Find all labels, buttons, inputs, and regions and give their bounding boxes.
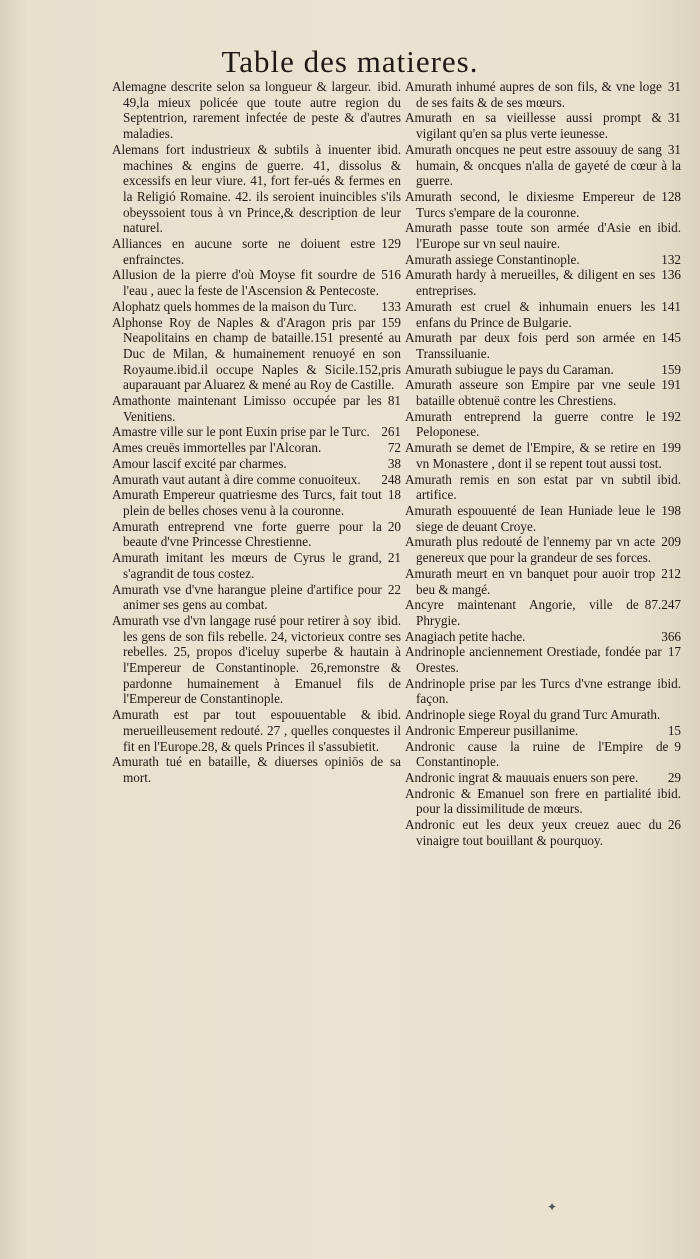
index-entry xyxy=(405,723,681,739)
index-entry xyxy=(405,629,681,645)
page-reference: ibid. xyxy=(657,471,681,487)
index-entry xyxy=(405,299,681,330)
entry-text: Andronic & Emanuel son frere en partialité pour la dissimilitude de mœurs. xyxy=(405,785,652,817)
index-entry xyxy=(112,142,401,236)
index-entry xyxy=(405,409,681,440)
entry-text: Amastre ville sur le pont Euxin prise par le Turc. xyxy=(112,424,370,440)
page-reference: 129 xyxy=(381,236,401,252)
entry-text: Andronic ingrat & mauuais enuers son pere. xyxy=(405,769,639,785)
page-reference: 192 xyxy=(661,408,681,424)
index-entry xyxy=(405,267,681,298)
index-entry xyxy=(405,189,681,220)
page-reference: 136 xyxy=(661,267,681,283)
page-reference: 9 xyxy=(674,738,681,754)
page-reference: 15 xyxy=(667,722,681,738)
entry-text: Amurath plus redouté de l'ennemy par vn acte genereux que pour la grandeur de ses forces. xyxy=(405,534,656,566)
page-reference: 145 xyxy=(661,330,681,346)
index-entry xyxy=(405,503,681,534)
entry-text: Amurath imitant les mœurs de Cyrus le grand, s'agrandit de tous costez. xyxy=(112,550,382,581)
index-column-left xyxy=(112,79,401,786)
entry-text: Amurath est cruel & inhumain enuers les enfans du Prince de Bulgarie. xyxy=(405,298,656,330)
index-entry xyxy=(112,236,401,267)
index-entry xyxy=(112,456,401,472)
entry-text: Amurath passe toute son armée d'Asie en l'Europe sur vn seul nauire. xyxy=(405,220,652,252)
index-entry xyxy=(112,613,401,707)
index-entry xyxy=(405,707,681,723)
entry-text: Amurath par deux fois perd son armée en Transsiluanie. xyxy=(405,330,656,361)
entry-text: Alliances en aucune sorte ne doiuent estre enfrainctes. xyxy=(112,236,376,267)
page-reference: 17 xyxy=(667,644,681,660)
entry-text: Amurath est par tout espouuentable & merueilleusement redouté. 27 , quelles conquestes il fit en l'Europe.28, & quels Princes il s'assubietit. xyxy=(112,707,401,754)
entry-text: Amurath Empereur quatriesme des Turcs, fait tout plein de belles choses venu à la couronne. xyxy=(112,487,382,518)
index-entry xyxy=(112,424,401,440)
entry-text: Amurath subiugue le pays du Caraman. xyxy=(405,361,614,377)
index-entry xyxy=(112,79,401,142)
page-reference: ibid. xyxy=(657,675,681,691)
page-reference: 199 xyxy=(661,440,681,456)
page-reference: 159 xyxy=(381,314,401,330)
entry-text: Alemans fort industrieux & subtils à inuenter machines & engins de guerre. 41, dissolus & excessifs en leur viure. 41, fort fer-ués & fermes en la Religió Romaine. 42. ils seroient inuincibles s'ils obeyssoient tous à vn Prince,& description de leur naturel. xyxy=(112,141,401,236)
entry-text: Amurath asseure son Empire par vne seule bataille obtenuë contre les Chrestiens. xyxy=(405,377,656,409)
index-entry xyxy=(405,786,681,817)
page-reference: 87.247 xyxy=(644,597,681,613)
entry-text: Amurath hardy à merueilles, & diligent en ses entreprises. xyxy=(405,267,656,299)
page-reference: 212 xyxy=(661,565,681,581)
page-title: Table des matieres. xyxy=(221,44,479,79)
page-reference: ibid. xyxy=(377,707,401,723)
page-reference: 128 xyxy=(661,188,681,204)
ornament-mark: ✦ xyxy=(547,1200,558,1214)
entry-text: Andronic cause la ruine de l'Empire de Constantinople. xyxy=(405,738,669,770)
page-reference: 72 xyxy=(387,440,401,456)
index-entry xyxy=(112,315,401,394)
entry-text: Alphonse Roy de Naples & d'Aragon pris par Neapolitains en champ de bataille.151 presenté au Duc de Milan, & humainement renuoyé en son Royaume.ibid.il occupe Naples & Sicile.152,pris auparauant par Aluarez & mené au Roy de Castille. xyxy=(112,314,401,393)
entry-text: Amurath inhumé aupres de son fils, & vne loge de ses faits & de ses mœurs. xyxy=(405,79,662,110)
index-column-right xyxy=(405,79,681,848)
entry-text: Amour lascif excité par charmes. xyxy=(112,455,287,471)
page-reference: ibid. xyxy=(657,220,681,236)
index-entry xyxy=(405,739,681,770)
page-reference: 38 xyxy=(387,455,401,471)
page-reference: 31 xyxy=(667,79,681,94)
index-entry xyxy=(112,440,401,456)
page-reference: 22 xyxy=(387,581,401,597)
entry-text: Anagiach petite hache. xyxy=(405,628,526,644)
page-reference: 516 xyxy=(381,267,401,283)
index-entry xyxy=(405,110,681,141)
entry-text: Alemagne descrite selon sa longueur & largeur. 49,la mieux policée que toute autre region du Septentrion, rarement infectée de peste & d'autres maladies. xyxy=(112,79,401,142)
entry-text: Amurath vse d'vn langage rusé pour retirer à soy les gens de son fils rebelle. 24, victorieux contre ses rebelles. 25, propos d'iceluy superbe & hautain à l'Empereur de Constantinople. 26,remonstre & pardonne humainement à Emanuel fils de l'Empereur de Constantinople. xyxy=(112,612,401,707)
index-entry xyxy=(405,220,681,251)
entry-text: Andronic Empereur pusillanime. xyxy=(405,722,579,738)
page-reference: 141 xyxy=(661,298,681,314)
entry-text: Amurath oncques ne peut estre assouuy de sang humain, & oncques n'alla de gayeté de cœur à la guerre. xyxy=(405,141,681,189)
index-entry xyxy=(405,252,681,268)
entry-text: Amurath entreprend vne forte guerre pour la beaute d'vne Princesse Chrestienne. xyxy=(112,518,382,550)
page-reference: 209 xyxy=(661,534,681,550)
index-entry xyxy=(112,299,401,315)
page-reference: 198 xyxy=(661,502,681,518)
page-reference: ibid. xyxy=(377,79,401,94)
page-reference: 133 xyxy=(381,298,401,314)
page-reference: 366 xyxy=(661,628,681,644)
index-entry xyxy=(405,377,681,408)
index-entry xyxy=(405,770,681,786)
index-entry xyxy=(405,362,681,378)
entry-text: Ames creuës immortelles par l'Alcoran. xyxy=(112,440,322,456)
entry-text: Andrinople siege Royal du grand Turc Amurath. xyxy=(405,707,661,723)
entry-text: Andronic eut les deux yeux creuez auec du vinaigre tout bouillant & pourquoy. xyxy=(405,817,662,848)
page-reference: ibid. xyxy=(657,785,681,801)
entry-text: Allusion de la pierre d'où Moyse fit sourdre de l'eau , auec la feste de l'Ascension & Pentecoste. xyxy=(112,267,379,299)
page-reference: 261 xyxy=(381,424,401,440)
index-entry xyxy=(405,817,681,848)
index-entry xyxy=(405,566,681,597)
index-entry xyxy=(405,472,681,503)
page-reference: ibid. xyxy=(377,612,401,628)
index-entry xyxy=(112,267,401,298)
entry-text: Amurath tué en bataille, & diuerses opiniōs de sa mort. xyxy=(112,754,401,785)
entry-text: Amathonte maintenant Limisso occupée par les Venitiens. xyxy=(112,393,382,424)
index-entry xyxy=(112,519,401,550)
index-entry xyxy=(112,472,401,488)
index-entry xyxy=(112,487,401,518)
entry-text: Amurath vse d'vne harangue pleine d'artifice pour animer ses gens au combat. xyxy=(112,581,382,613)
entry-text: Alophatz quels hommes de la maison du Turc. xyxy=(112,298,357,314)
page-reference: 191 xyxy=(661,377,681,393)
entry-text: Amurath assiege Constantinople. xyxy=(405,251,580,267)
entry-text: Ancyre maintenant Angorie, ville de Phrygie. xyxy=(405,597,639,628)
page-reference: 21 xyxy=(387,550,401,566)
entry-text: Amurath entreprend la guerre contre le Peloponese. xyxy=(405,408,656,440)
index-entry xyxy=(405,644,681,675)
index-entry xyxy=(405,440,681,471)
index-entry xyxy=(112,707,401,754)
index-entry xyxy=(405,142,681,189)
entry-text: Amurath remis en son estat par vn subtil artifice. xyxy=(405,471,652,503)
page-reference: 132 xyxy=(661,251,681,267)
index-entry xyxy=(405,330,681,361)
page-reference: 31 xyxy=(667,141,681,157)
entry-text: Amurath vaut autant à dire comme conuoiteux. xyxy=(112,471,361,487)
page-reference: 18 xyxy=(387,487,401,503)
entry-text: Amurath espouuenté de Iean Huniade leue le siege de deuant Croye. xyxy=(405,502,656,534)
page-reference: ibid. xyxy=(377,141,401,157)
index-entry xyxy=(112,550,401,581)
page-reference: 20 xyxy=(387,518,401,534)
index-entry xyxy=(405,597,681,628)
page-reference: 31 xyxy=(667,110,681,126)
index-entry xyxy=(405,676,681,707)
entry-text: Andrinople prise par les Turcs d'vne estrange façon. xyxy=(405,675,652,707)
page-reference: 26 xyxy=(667,817,681,833)
index-entry xyxy=(405,79,681,110)
entry-text: Andrinople anciennement Orestiade, fondée par Orestes. xyxy=(405,644,662,676)
page-reference: 248 xyxy=(381,471,401,487)
entry-text: Amurath meurt en vn banquet pour auoir trop beu & mangé. xyxy=(405,565,656,597)
index-entry xyxy=(112,393,401,424)
page-reference: 81 xyxy=(387,393,401,409)
index-entry xyxy=(405,534,681,565)
page-reference: 29 xyxy=(667,769,681,785)
entry-text: Amurath second, le dixiesme Empereur de Turcs s'empare de la couronne. xyxy=(405,188,656,220)
index-entry xyxy=(112,754,401,785)
page-reference: 159 xyxy=(661,361,681,377)
entry-text: Amurath en sa vieillesse aussi prompt & vigilant qu'en sa plus verte ieunesse. xyxy=(405,110,662,142)
index-entry xyxy=(112,582,401,613)
entry-text: Amurath se demet de l'Empire, & se retire en vn Monastere , dont il se repent tout aussi tost. xyxy=(405,440,662,471)
